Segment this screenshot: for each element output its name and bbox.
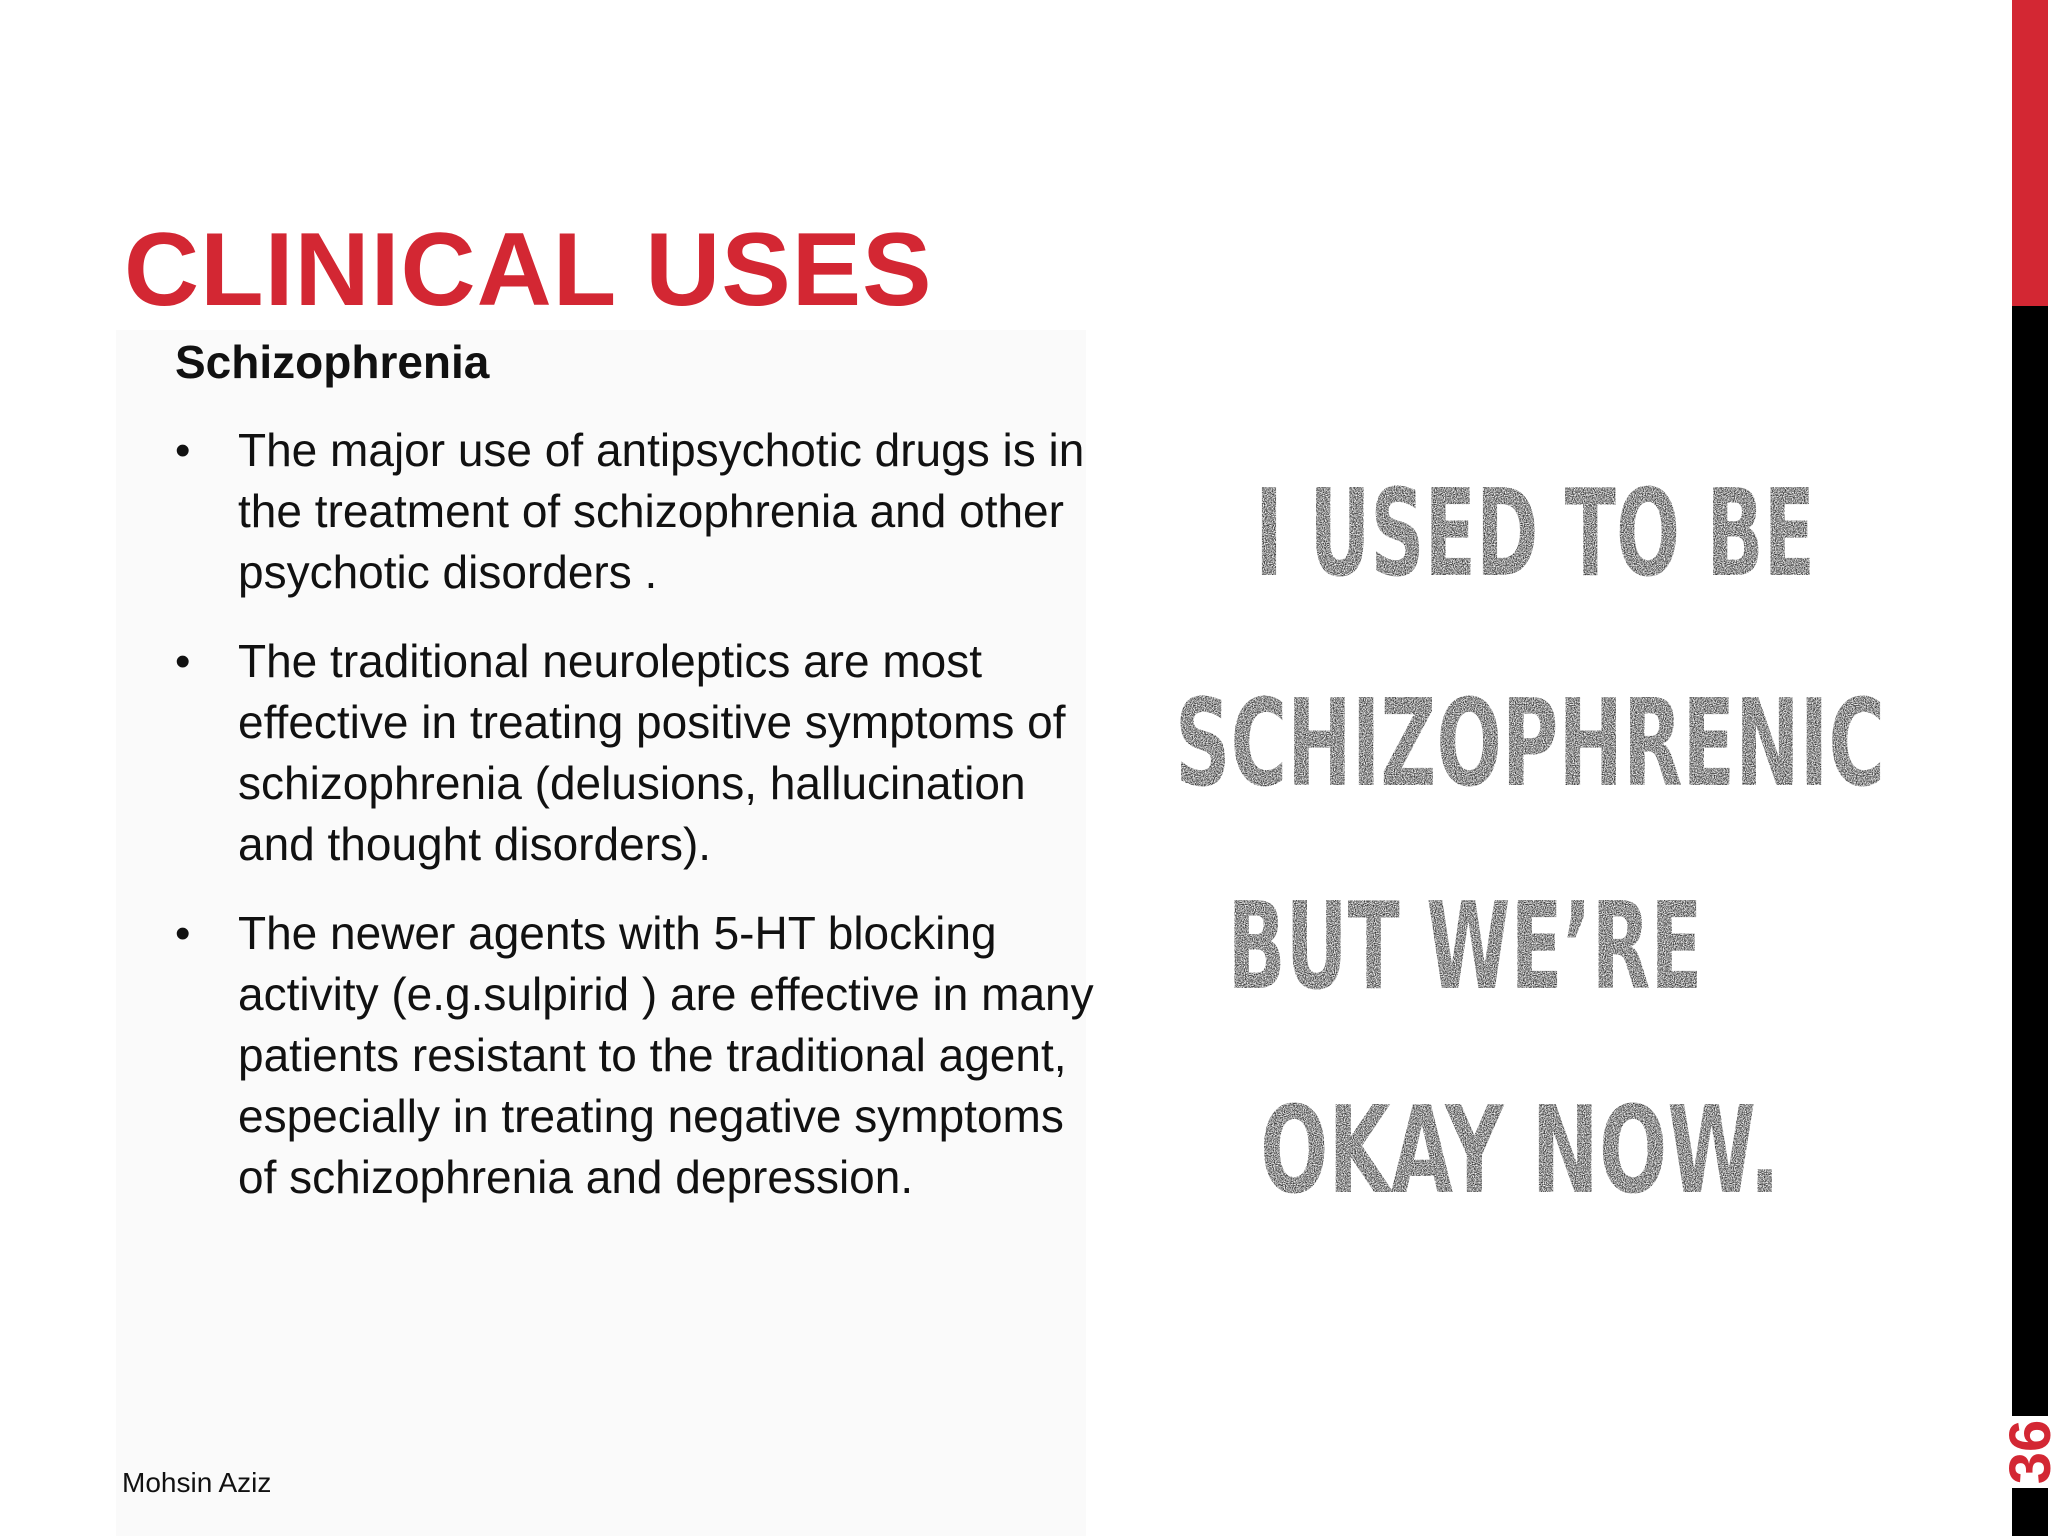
- quote-poster-image: [1160, 430, 1900, 1230]
- bullet-icon: •: [175, 909, 191, 958]
- list-item: [175, 420, 1095, 603]
- poster-line-1: I USED TO BE: [1255, 465, 1815, 604]
- list-item: [175, 903, 1095, 1208]
- bullet-text: The traditional neuroleptics are most effective in treating positive symptoms of schizophrenia (delusions, hallucination and thought disorders).: [238, 635, 1066, 870]
- quote-poster-graphic: [1160, 430, 1900, 1230]
- author-footer: Mohsin Aziz: [122, 1467, 272, 1498]
- sidebar-accent-red: [2012, 0, 2048, 306]
- sidebar-accent-black: [2012, 306, 2048, 1536]
- bullet-icon: •: [175, 426, 191, 475]
- bullet-icon: •: [175, 637, 191, 686]
- page-number: 36: [1994, 1416, 2066, 1488]
- list-item: [175, 631, 1095, 875]
- poster-line-3: BUT WE’RE: [1227, 878, 1703, 1017]
- poster-line-2: SCHIZOPHRENIC: [1175, 675, 1885, 814]
- bullet-list: [175, 420, 1095, 1236]
- slide-title: CLINICAL USES: [124, 212, 933, 328]
- section-subheading: Schizophrenia: [175, 336, 490, 388]
- poster-line-4: OKAY NOW.: [1260, 1082, 1780, 1221]
- bullet-text: The major use of antipsychotic drugs is in the treatment of schizophrenia and other psychotic disorders .: [238, 424, 1085, 598]
- bullet-text: The newer agents with 5-HT blocking activity (e.g.sulpirid ) are effective in many patients resistant to the traditional agent, especially in treating negative symptoms of schizophrenia and depression.: [238, 907, 1094, 1203]
